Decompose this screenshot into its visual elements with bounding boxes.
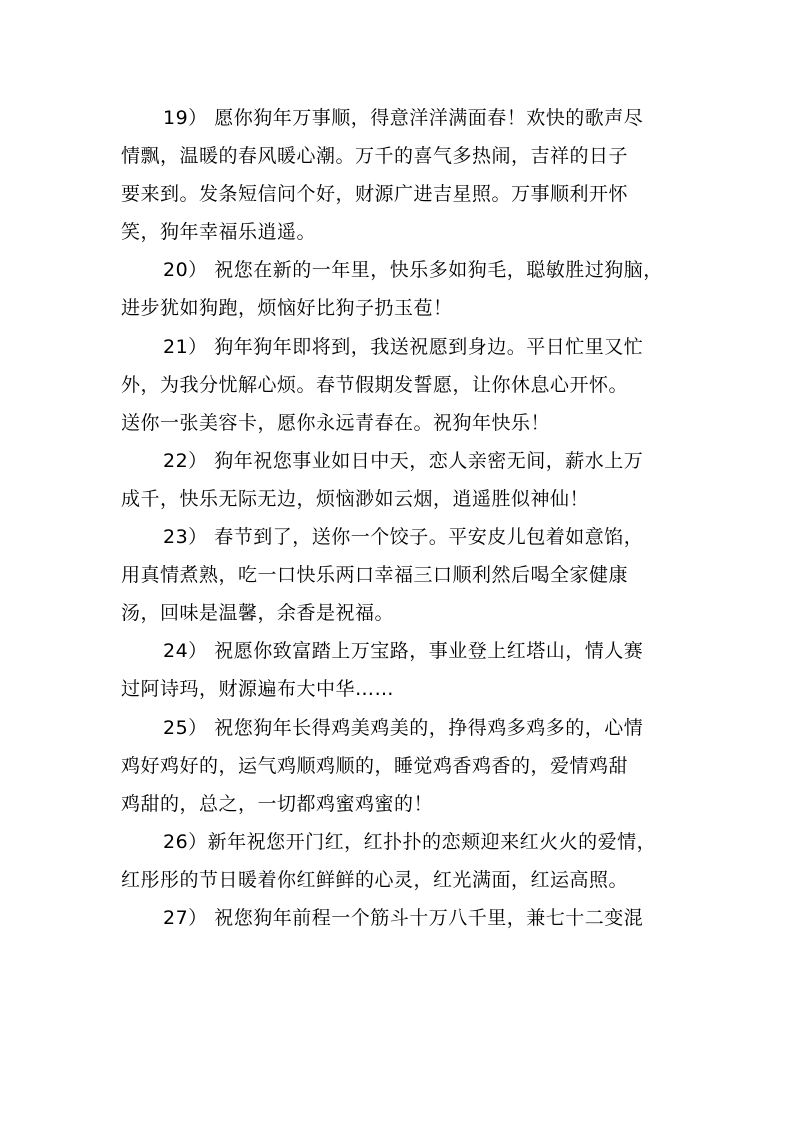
text-line: 情飘，温暖的春风暖心潮。万千的喜气多热闹，吉祥的日子 <box>121 145 629 168</box>
body-text <box>121 99 681 937</box>
text-line: 送你一张美容卡，愿你永远青春在。祝狗年快乐！ <box>121 411 551 434</box>
text-line: 汤，回味是温馨，余香是祝福。 <box>121 602 395 625</box>
text-line: 成千，快乐无际无边，烦恼渺如云烟，逍遥胜似神仙！ <box>121 487 590 510</box>
text-line: 20） 祝您在新的一年里，快乐多如狗毛，聪敏胜过狗脑， <box>163 259 663 282</box>
text-line: 19） 愿你狗年万事顺，得意洋洋满面春！欢快的歌声尽 <box>163 107 644 129</box>
text-line: 要来到。发条短信问个好，财源广进吉星照。万事顺利开怀 <box>121 183 629 206</box>
text-line: 过阿诗玛，财源遍布大中华…… <box>121 678 395 701</box>
text-line: 22） 狗年祝您事业如日中天，恋人亲密无间，薪水上万 <box>163 449 644 472</box>
text-line: 26）新年祝您开门红，红扑扑的恋颊迎来红火火的爱情， <box>163 830 657 853</box>
text-line: 红彤彤的节日暖着你红鲜鲜的心灵，红光满面，红运高照。 <box>121 868 629 891</box>
text-line: 21） 狗年狗年即将到，我送祝愿到身边。平日忙里又忙 <box>163 335 644 358</box>
text-line: 进步犹如狗跑，烦恼好比狗子扔玉苞！ <box>121 297 453 320</box>
text-line: 外，为我分忧解心烦。春节假期发誓愿，让你休息心开怀。 <box>121 373 629 396</box>
text-line: 27） 祝您狗年前程一个筋斗十万八千里，兼七十二变混 <box>163 906 644 929</box>
text-line: 鸡甜的，总之，一切都鸡蜜鸡蜜的！ <box>121 792 434 815</box>
text-line: 25） 祝您狗年长得鸡美鸡美的，挣得鸡多鸡多的，心情 <box>163 716 644 739</box>
text-line: 23） 春节到了，送你一个饺子。平安皮儿包着如意馅， <box>163 526 644 549</box>
text-line: 笑，狗年幸福乐逍遥。 <box>121 221 317 244</box>
text-line: 鸡好鸡好的，运气鸡顺鸡顺的，睡觉鸡香鸡香的，爱情鸡甜 <box>121 754 629 777</box>
text-line: 24） 祝愿你致富踏上万宝路，事业登上红塔山，情人赛 <box>163 640 644 663</box>
text-line: 用真情煮熟，吃一口快乐两口幸福三口顺利然后喝全家健康 <box>121 564 629 587</box>
